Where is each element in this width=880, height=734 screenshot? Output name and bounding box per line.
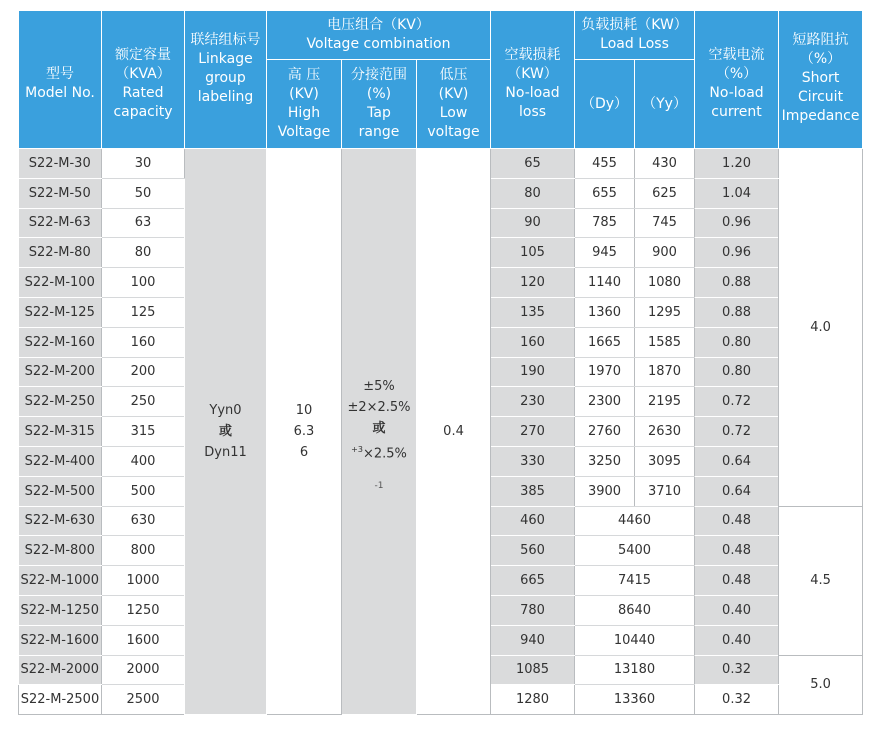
cell-model: S22-M-315	[19, 417, 102, 447]
cell-model: S22-M-2000	[19, 655, 102, 685]
cell-load-loss: 13180	[575, 655, 695, 685]
cell-yy: 430	[635, 149, 695, 179]
cell-load-loss: 7415	[575, 566, 695, 596]
cell-dy: 3250	[575, 446, 635, 476]
header-capacity-en2: capacity	[113, 103, 173, 120]
header-noload-unit: （KW）	[507, 65, 558, 82]
header-linkage-en3: labeling	[197, 89, 254, 105]
header-lv	[417, 60, 491, 149]
cell-yy: 1585	[635, 327, 695, 357]
cell-load-loss: 13360	[575, 685, 695, 715]
cell-noload: 80	[491, 178, 575, 208]
header-impedance-en2: Circuit	[798, 89, 844, 105]
cell-noload: 780	[491, 595, 575, 625]
cell-capacity: 160	[102, 327, 185, 357]
header-noload-current	[695, 11, 779, 149]
cell-current: 0.32	[695, 685, 779, 715]
cell-current: 0.64	[695, 476, 779, 506]
hv-value-3: 6	[299, 445, 309, 461]
cell-capacity: 50	[102, 178, 185, 208]
header-impedance-en3: Impedance	[781, 108, 860, 124]
header-capacity-unit: （KVA）	[115, 65, 171, 82]
cell-yy: 1295	[635, 297, 695, 327]
cell-dy: 1970	[575, 357, 635, 387]
tap-value-3: ×2.5%	[362, 446, 407, 462]
spec-table-container	[18, 10, 863, 715]
header-model-cn: 型号	[46, 65, 74, 82]
cell-impedance-5-0: 5.0	[779, 655, 863, 715]
cell-capacity: 200	[102, 357, 185, 387]
cell-current: 0.40	[695, 595, 779, 625]
cell-dy: 2760	[575, 417, 635, 447]
cell-current: 0.72	[695, 417, 779, 447]
header-noload-loss	[491, 11, 575, 149]
cell-current: 0.48	[695, 536, 779, 566]
cell-capacity: 30	[102, 149, 185, 179]
cell-model: S22-M-30	[19, 149, 102, 179]
cell-model: S22-M-63	[19, 208, 102, 238]
header-hv-cn: 高 压	[287, 67, 321, 83]
header-linkage-en2: group	[205, 70, 246, 86]
cell-noload: 940	[491, 625, 575, 655]
cell-noload: 330	[491, 446, 575, 476]
header-noload-en2: loss	[519, 103, 547, 120]
cell-current: 0.40	[695, 625, 779, 655]
header-tap	[342, 60, 417, 149]
header-tap-unit: (%)	[366, 86, 392, 102]
cell-noload: 665	[491, 566, 575, 596]
cell-yy: 1870	[635, 357, 695, 387]
header-voltage	[267, 11, 491, 60]
header-current-en1: No-load	[709, 84, 764, 101]
cell-dy: 655	[575, 178, 635, 208]
cell-current: 1.04	[695, 178, 779, 208]
cell-capacity: 315	[102, 417, 185, 447]
cell-impedance-4-0: 4.0	[779, 149, 863, 507]
cell-noload: 460	[491, 506, 575, 536]
cell-dy: 2300	[575, 387, 635, 417]
cell-yy: 1080	[635, 268, 695, 298]
header-lv-en2: voltage	[427, 124, 480, 140]
header-hv	[267, 60, 342, 149]
header-load-loss	[575, 11, 695, 60]
cell-yy: 2630	[635, 417, 695, 447]
cell-model: S22-M-500	[19, 476, 102, 506]
cell-yy: 3710	[635, 476, 695, 506]
header-current-cn: 空载电流	[708, 46, 765, 63]
cell-current: 0.80	[695, 357, 779, 387]
header-lv-unit: (KV)	[438, 86, 469, 102]
cell-noload: 190	[491, 357, 575, 387]
cell-capacity: 1000	[102, 566, 185, 596]
header-capacity-cn: 额定容量	[115, 46, 171, 63]
cell-yy: 625	[635, 178, 695, 208]
cell-current: 0.96	[695, 238, 779, 268]
cell-dy: 1360	[575, 297, 635, 327]
header-lv-cn: 低压	[439, 67, 468, 83]
cell-model: S22-M-160	[19, 327, 102, 357]
cell-load-loss: 10440	[575, 625, 695, 655]
cell-model: S22-M-630	[19, 506, 102, 536]
cell-yy: 2195	[635, 387, 695, 417]
header-linkage	[185, 11, 267, 149]
header-yy: （Yy）	[635, 60, 695, 149]
header-model-en: Model No.	[25, 84, 95, 101]
tap-value-2: ±2×2.5%	[347, 399, 411, 415]
cell-current: 0.80	[695, 327, 779, 357]
linkage-dyn11: Dyn11	[204, 445, 247, 461]
cell-capacity: 2000	[102, 655, 185, 685]
cell-noload: 385	[491, 476, 575, 506]
header-current-unit: （%）	[715, 65, 758, 82]
header-capacity	[102, 11, 185, 149]
cell-capacity: 63	[102, 208, 185, 238]
cell-noload: 230	[491, 387, 575, 417]
cell-model: S22-M-125	[19, 297, 102, 327]
cell-dy: 455	[575, 149, 635, 179]
cell-noload: 120	[491, 268, 575, 298]
cell-dy: 785	[575, 208, 635, 238]
header-voltage-en: Voltage combination	[306, 36, 451, 52]
cell-capacity: 630	[102, 506, 185, 536]
cell-yy: 900	[635, 238, 695, 268]
linkage-yyn0: Yyn0	[209, 403, 242, 419]
cell-dy: 1665	[575, 327, 635, 357]
cell-load-loss: 8640	[575, 595, 695, 625]
header-hv-en1: High	[287, 105, 321, 121]
cell-capacity: 125	[102, 297, 185, 327]
cell-model: S22-M-80	[19, 238, 102, 268]
header-current-en2: current	[711, 103, 762, 120]
cell-current: 0.72	[695, 387, 779, 417]
header-impedance-en1: Short	[801, 70, 840, 86]
cell-load-loss: 5400	[575, 536, 695, 566]
header-linkage-cn: 联结组标号	[190, 32, 261, 48]
tap-or: 或	[372, 420, 386, 436]
header-impedance-cn: 短路阻抗	[792, 32, 849, 48]
header-loadloss-en: Load Loss	[600, 36, 669, 52]
cell-model: S22-M-1000	[19, 566, 102, 596]
cell-current: 0.96	[695, 208, 779, 238]
cell-noload: 90	[491, 208, 575, 238]
transformer-spec-table	[18, 10, 863, 715]
header-tap-cn: 分接范围	[351, 67, 407, 83]
header-tap-en1: Tap	[367, 105, 391, 121]
cell-lv-merged: 0.4	[417, 149, 491, 715]
cell-current: 0.48	[695, 566, 779, 596]
header-noload-cn: 空载损耗	[504, 46, 561, 63]
cell-noload: 1085	[491, 655, 575, 685]
cell-yy: 3095	[635, 446, 695, 476]
cell-current: 0.88	[695, 297, 779, 327]
cell-current: 0.88	[695, 268, 779, 298]
cell-model: S22-M-2500	[19, 685, 102, 715]
cell-model: S22-M-250	[19, 387, 102, 417]
cell-yy: 745	[635, 208, 695, 238]
tap-superscript: +3	[351, 444, 363, 454]
header-dy: （Dy）	[575, 60, 635, 149]
header-lv-en1: Low	[439, 105, 468, 121]
linkage-or: 或	[218, 424, 232, 440]
cell-current: 0.48	[695, 506, 779, 536]
cell-noload: 65	[491, 149, 575, 179]
cell-capacity: 800	[102, 536, 185, 566]
cell-noload: 135	[491, 297, 575, 327]
cell-impedance-4-5: 4.5	[779, 506, 863, 655]
tap-value-1: ±5%	[363, 378, 395, 394]
cell-linkage-merged	[185, 149, 267, 715]
header-noload-en1: No-load	[505, 84, 560, 101]
cell-model: S22-M-400	[19, 446, 102, 476]
header-impedance	[779, 11, 863, 149]
cell-capacity: 400	[102, 446, 185, 476]
cell-capacity: 250	[102, 387, 185, 417]
cell-load-loss: 4460	[575, 506, 695, 536]
cell-capacity: 1600	[102, 625, 185, 655]
header-capacity-en1: Rated	[122, 84, 164, 101]
cell-capacity: 80	[102, 238, 185, 268]
cell-model: S22-M-50	[19, 178, 102, 208]
header-tap-en2: range	[358, 124, 400, 140]
cell-current: 0.32	[695, 655, 779, 685]
cell-tap-merged	[342, 149, 417, 715]
cell-noload: 1280	[491, 685, 575, 715]
cell-noload: 160	[491, 327, 575, 357]
header-model	[19, 11, 102, 149]
cell-noload: 270	[491, 417, 575, 447]
cell-capacity: 100	[102, 268, 185, 298]
header-loadloss-cn: 负载损耗（KW）	[581, 17, 688, 33]
cell-capacity: 1250	[102, 595, 185, 625]
cell-noload: 105	[491, 238, 575, 268]
cell-dy: 945	[575, 238, 635, 268]
cell-current: 1.20	[695, 149, 779, 179]
cell-model: S22-M-800	[19, 536, 102, 566]
cell-capacity: 2500	[102, 685, 185, 715]
cell-capacity: 500	[102, 476, 185, 506]
cell-dy: 3900	[575, 476, 635, 506]
cell-hv-merged	[267, 149, 342, 715]
cell-model: S22-M-100	[19, 268, 102, 298]
cell-model: S22-M-1250	[19, 595, 102, 625]
cell-current: 0.64	[695, 446, 779, 476]
tap-subscript: -1	[374, 481, 384, 492]
cell-noload: 560	[491, 536, 575, 566]
cell-dy: 1140	[575, 268, 635, 298]
cell-model: S22-M-200	[19, 357, 102, 387]
hv-value-1: 10	[295, 403, 313, 419]
header-linkage-en1: Linkage	[198, 51, 253, 67]
header-impedance-unit: （%）	[799, 51, 842, 67]
header-hv-en2: Voltage	[277, 124, 331, 140]
hv-value-2: 6.3	[293, 424, 315, 440]
header-hv-unit: (KV)	[289, 86, 319, 102]
header-voltage-cn: 电压组合（KV）	[327, 17, 430, 33]
cell-model: S22-M-1600	[19, 625, 102, 655]
